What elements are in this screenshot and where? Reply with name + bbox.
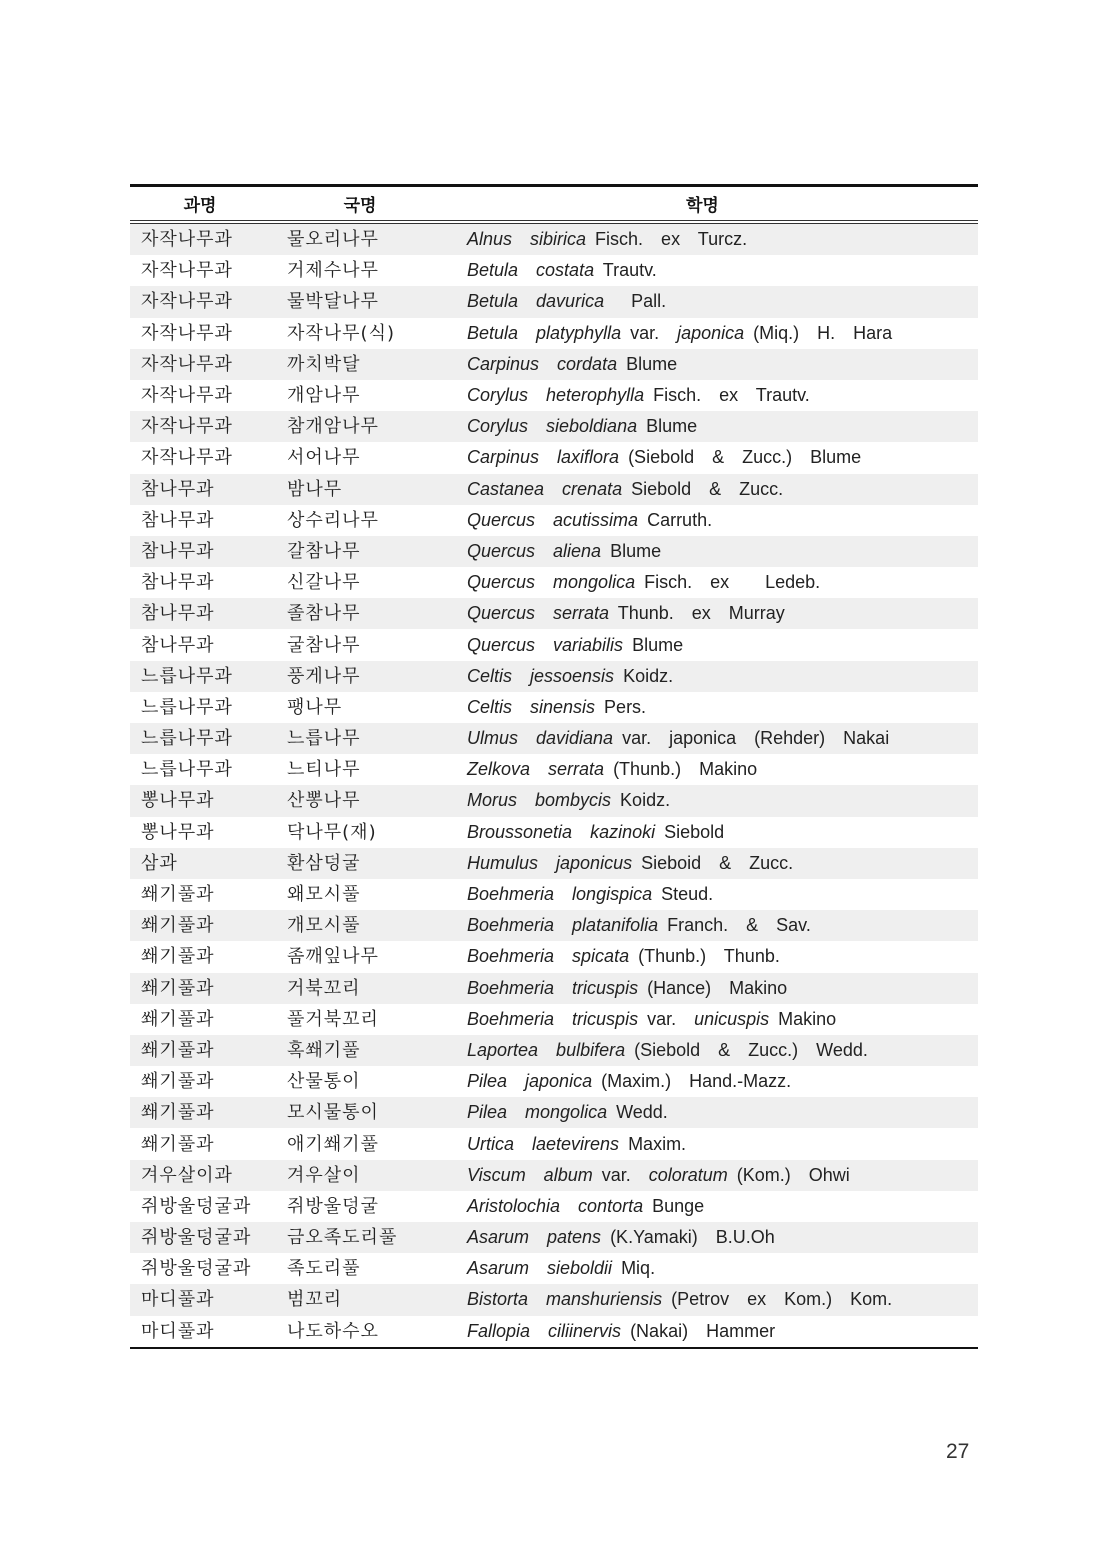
table-row — [130, 474, 978, 505]
table-row — [130, 222, 978, 255]
scientific-name-author: var. — [638, 1008, 695, 1029]
family-cell: 쥐방울덩굴과 — [130, 1222, 270, 1253]
header-scientific-name: 학명 — [450, 186, 978, 223]
korean-name-cell: 느티나무 — [287, 759, 361, 781]
scientific-name-author: Carruth. — [638, 509, 713, 530]
scientific-name-cell — [450, 1128, 978, 1159]
korean-name-cell: 풍게나무 — [270, 661, 450, 692]
scientific-name-author: Fisch. ex Turcz. — [586, 229, 748, 250]
scientific-name-cell — [450, 941, 978, 972]
korean-name-cell: 범꼬리 — [270, 1284, 450, 1315]
scientific-name-cell — [450, 692, 978, 723]
table-row — [130, 941, 978, 972]
family-cell: 참나무과 — [141, 572, 215, 594]
korean-name-cell: 모시물통이 — [270, 1097, 450, 1128]
table-row — [130, 505, 978, 536]
table-row — [130, 411, 978, 442]
table-row — [130, 1222, 978, 1253]
scientific-name-cell — [450, 567, 978, 598]
scientific-name-author: (Thunb.) Makino — [604, 759, 758, 780]
family-cell: 쥐방울덩굴과 — [141, 1195, 252, 1217]
scientific-name-italic: Betula costata — [467, 260, 595, 281]
table-row — [130, 1128, 978, 1159]
scientific-name-italic: Corylus heterophylla — [467, 385, 645, 406]
scientific-name-author: Sieboid & Zucc. — [632, 852, 794, 873]
scientific-name-italic: Celtis jessoensis — [467, 665, 615, 686]
scientific-name-author: (K.Yamaki) B.U.Oh — [601, 1227, 775, 1248]
scientific-name-cell — [450, 1253, 978, 1284]
scientific-name-cell — [450, 411, 978, 442]
scientific-name-italic: Boehmeria platanifolia — [467, 915, 659, 936]
table-row — [130, 1253, 978, 1284]
table-row — [130, 629, 978, 660]
scientific-name-author: var. — [621, 322, 678, 343]
korean-name-cell: 개암나무 — [287, 385, 361, 407]
scientific-name-cell — [450, 1160, 978, 1191]
korean-name-cell: 자작나무(식) — [287, 322, 395, 344]
scientific-name-author: Blume — [623, 634, 684, 655]
family-cell: 참나무과 — [130, 598, 270, 629]
scientific-name-author: Thunb. ex Murray — [609, 603, 785, 624]
korean-name-cell: 왜모시풀 — [287, 884, 361, 906]
family-cell: 자작나무과 — [141, 322, 233, 344]
scientific-name-italic: Quercus mongolica — [467, 572, 636, 593]
family-cell: 쐐기풀과 — [130, 1097, 270, 1128]
scientific-name-italic: Pilea mongolica — [467, 1102, 608, 1123]
table-row — [130, 910, 978, 941]
scientific-name-cell — [450, 1004, 978, 1035]
table-header — [130, 186, 978, 223]
korean-name-cell: 갈참나무 — [270, 536, 450, 567]
scientific-name-cell — [450, 318, 978, 349]
scientific-name-cell — [450, 536, 978, 567]
table-row — [130, 848, 978, 879]
family-cell: 느릅나무과 — [130, 723, 270, 754]
korean-name-cell: 밤나무 — [270, 474, 450, 505]
scientific-name-author: (Hance) Makino — [638, 977, 788, 998]
korean-name-cell: 거제수나무 — [287, 260, 379, 282]
scientific-name-cell — [450, 754, 978, 785]
family-cell: 자작나무과 — [141, 260, 233, 282]
scientific-name-cell — [450, 817, 978, 848]
scientific-name-author: Miq. — [612, 1258, 656, 1279]
family-cell: 겨우살이과 — [130, 1160, 270, 1191]
family-cell: 뽕나무과 — [141, 821, 215, 843]
scientific-name-italic: Urtica laetevirens — [467, 1133, 620, 1154]
korean-name-cell: 풀거북꼬리 — [287, 1008, 379, 1030]
scientific-name-italic: Quercus serrata — [467, 603, 610, 624]
scientific-name-italic: Morus bombycis — [467, 790, 612, 811]
scientific-name-author: Koidz. — [611, 790, 671, 811]
table-row — [130, 1191, 978, 1222]
scientific-name-author: Siebold & Zucc. — [622, 478, 784, 499]
scientific-name-author: (Nakai) Hammer — [621, 1320, 776, 1341]
family-cell: 자작나무과 — [130, 222, 270, 255]
korean-name-cell: 혹쐐기풀 — [270, 1035, 450, 1066]
korean-name-cell: 거북꼬리 — [270, 973, 450, 1004]
table-row — [130, 536, 978, 567]
table-row — [130, 1284, 978, 1315]
scientific-name-author: Fisch. ex Ledeb. — [635, 572, 821, 593]
scientific-name-cell — [450, 1191, 978, 1222]
scientific-name-cell — [450, 1066, 978, 1097]
table-row — [130, 785, 978, 816]
scientific-name-author: (Kom.) Ohwi — [727, 1164, 850, 1185]
scientific-name-cell — [450, 785, 978, 816]
scientific-name-cell — [450, 629, 978, 660]
scientific-name-italic: unicuspis — [694, 1008, 770, 1029]
scientific-name-author: Koidz. — [614, 665, 674, 686]
scientific-name-author: Blume — [601, 540, 662, 561]
korean-name-cell: 산물통이 — [287, 1071, 361, 1093]
family-cell: 참나무과 — [141, 509, 215, 531]
scientific-name-cell — [450, 349, 978, 380]
scientific-name-cell — [450, 1316, 978, 1348]
scientific-name-author: (Maxim.) Hand.-Mazz. — [592, 1071, 792, 1092]
scientific-name-cell — [450, 1035, 978, 1066]
family-cell: 자작나무과 — [130, 286, 270, 317]
scientific-name-cell — [450, 474, 978, 505]
scientific-name-author: Blume — [617, 353, 678, 374]
scientific-name-italic: Broussonetia kazinoki — [467, 821, 656, 842]
scientific-name-author: Fisch. ex Trautv. — [644, 385, 810, 406]
header-row — [130, 186, 978, 223]
korean-name-cell: 개모시풀 — [270, 910, 450, 941]
family-cell: 느릅나무과 — [141, 696, 233, 718]
scientific-name-cell — [450, 222, 978, 255]
scientific-name-cell — [450, 505, 978, 536]
family-cell: 쐐기풀과 — [130, 1035, 270, 1066]
scientific-name-italic: Alnus sibirica — [467, 229, 587, 250]
family-cell: 쐐기풀과 — [130, 910, 270, 941]
table-row — [130, 1066, 978, 1097]
scientific-name-cell — [450, 380, 978, 411]
table-row — [130, 817, 978, 848]
scientific-name-author: (Miq.) H. Hara — [744, 322, 893, 343]
scientific-name-author: Bunge — [643, 1195, 705, 1216]
scientific-name-italic: Boehmeria tricuspis — [467, 1008, 639, 1029]
species-table — [130, 184, 978, 1349]
table-row — [130, 255, 978, 286]
scientific-name-italic: Corylus sieboldiana — [467, 416, 638, 437]
scientific-name-italic: Celtis sinensis — [467, 696, 596, 717]
scientific-name-author: (Petrov ex Kom.) Kom. — [662, 1289, 893, 1310]
table-row — [130, 879, 978, 910]
table-row — [130, 1097, 978, 1128]
scientific-name-author: (Siebold & Zucc.) Blume — [619, 447, 862, 468]
korean-name-cell: 나도하수오 — [287, 1320, 379, 1342]
scientific-name-italic: japonica — [677, 322, 745, 343]
page-number: 27 — [946, 1440, 970, 1463]
table-row — [130, 692, 978, 723]
scientific-name-italic: Aristolochia contorta — [467, 1195, 644, 1216]
scientific-name-cell — [450, 1284, 978, 1315]
korean-name-cell: 굴참나무 — [287, 634, 361, 656]
korean-name-cell: 팽나무 — [287, 696, 343, 718]
korean-name-cell: 참개암나무 — [270, 411, 450, 442]
table-body — [130, 222, 978, 1348]
scientific-name-cell — [450, 879, 978, 910]
korean-name-cell: 족도리풀 — [287, 1258, 361, 1280]
table-row — [130, 318, 978, 349]
scientific-name-author: Blume — [637, 416, 698, 437]
scientific-name-cell — [450, 848, 978, 879]
korean-name-cell: 졸참나무 — [270, 598, 450, 629]
table-row — [130, 1004, 978, 1035]
scientific-name-cell — [450, 286, 978, 317]
table-row — [130, 598, 978, 629]
table-row — [130, 723, 978, 754]
scientific-name-cell — [450, 598, 978, 629]
family-cell: 쥐방울덩굴과 — [141, 1258, 252, 1280]
table-row — [130, 661, 978, 692]
family-cell: 쐐기풀과 — [141, 1133, 215, 1155]
table-row — [130, 442, 978, 473]
scientific-name-author: (Thunb.) Thunb. — [629, 946, 780, 967]
scientific-name-italic: Humulus japonicus — [467, 852, 633, 873]
family-cell: 참나무과 — [130, 474, 270, 505]
scientific-name-author: Maxim. — [619, 1133, 687, 1154]
header-family: 과명 — [130, 186, 270, 223]
family-cell: 쐐기풀과 — [141, 884, 215, 906]
korean-name-cell: 쥐방울덩굴 — [287, 1195, 379, 1217]
scientific-name-cell — [450, 910, 978, 941]
korean-name-cell: 신갈나무 — [287, 572, 361, 594]
table-row — [130, 286, 978, 317]
header-korean-name: 국명 — [270, 186, 450, 223]
scientific-name-italic: Boehmeria tricuspis — [467, 977, 639, 998]
family-cell: 마디풀과 — [130, 1284, 270, 1315]
scientific-name-italic: Zelkova serrata — [467, 759, 605, 780]
scientific-name-author: Makino — [769, 1008, 837, 1029]
scientific-name-cell — [450, 442, 978, 473]
table-row — [130, 754, 978, 785]
scientific-name-author: Pall. — [604, 291, 667, 312]
scientific-name-italic: Quercus aliena — [467, 540, 602, 561]
korean-name-cell: 상수리나무 — [287, 509, 379, 531]
korean-name-cell: 물오리나무 — [270, 222, 450, 255]
scientific-name-italic: Castanea crenata — [467, 478, 623, 499]
family-cell: 마디풀과 — [141, 1320, 215, 1342]
korean-name-cell: 느릅나무 — [270, 723, 450, 754]
scientific-name-italic: Pilea japonica — [467, 1071, 593, 1092]
scientific-name-author: var. — [592, 1164, 649, 1185]
scientific-name-italic: Bistorta manshuriensis — [467, 1289, 663, 1310]
table-row — [130, 973, 978, 1004]
scientific-name-cell — [450, 661, 978, 692]
table-row — [130, 1316, 978, 1348]
scientific-name-italic: Carpinus cordata — [467, 353, 618, 374]
scientific-name-italic: Ulmus davidiana — [467, 728, 614, 749]
family-cell: 느릅나무과 — [130, 661, 270, 692]
table-row — [130, 380, 978, 411]
scientific-name-author: Wedd. — [607, 1102, 668, 1123]
scientific-name-author: Pers. — [595, 696, 647, 717]
scientific-name-italic: Carpinus laxiflora — [467, 447, 620, 468]
korean-name-cell: 금오족도리풀 — [270, 1222, 450, 1253]
scientific-name-cell — [450, 973, 978, 1004]
table-row — [130, 1035, 978, 1066]
scientific-name-cell — [450, 1097, 978, 1128]
scientific-name-author: var. japonica (Rehder) Nakai — [613, 728, 890, 749]
korean-name-cell: 서어나무 — [287, 447, 361, 469]
korean-name-cell: 좀깨잎나무 — [287, 946, 379, 968]
korean-name-cell: 산뽕나무 — [270, 785, 450, 816]
scientific-name-italic: Asarum sieboldii — [467, 1258, 613, 1279]
scientific-name-author: Steud. — [652, 884, 714, 905]
korean-name-cell: 환삼덩굴 — [270, 848, 450, 879]
scientific-name-italic: Fallopia ciliinervis — [467, 1320, 622, 1341]
family-cell: 삼과 — [130, 848, 270, 879]
family-cell: 자작나무과 — [141, 447, 233, 469]
family-cell: 자작나무과 — [130, 349, 270, 380]
scientific-name-cell — [450, 723, 978, 754]
family-cell: 쐐기풀과 — [130, 973, 270, 1004]
korean-name-cell: 닥나무(재) — [287, 821, 377, 843]
family-cell: 쐐기풀과 — [141, 946, 215, 968]
scientific-name-italic: Betula davurica — [467, 291, 605, 312]
family-cell: 참나무과 — [141, 634, 215, 656]
table-row — [130, 1160, 978, 1191]
scientific-name-author: Trautv. — [594, 260, 657, 281]
scientific-name-italic: coloratum — [648, 1164, 728, 1185]
table-row — [130, 567, 978, 598]
family-cell: 쐐기풀과 — [141, 1008, 215, 1030]
scientific-name-author: Franch. & Sav. — [658, 915, 811, 936]
scientific-name-cell — [450, 255, 978, 286]
family-cell: 자작나무과 — [130, 411, 270, 442]
family-cell: 자작나무과 — [141, 385, 233, 407]
korean-name-cell: 애기쐐기풀 — [287, 1133, 379, 1155]
scientific-name-italic: Viscum album — [467, 1164, 593, 1185]
korean-name-cell: 물박달나무 — [270, 286, 450, 317]
scientific-name-italic: Quercus variabilis — [467, 634, 624, 655]
korean-name-cell: 까치박달 — [270, 349, 450, 380]
family-cell: 뽕나무과 — [130, 785, 270, 816]
scientific-name-italic: Asarum patens — [467, 1227, 602, 1248]
family-cell: 참나무과 — [130, 536, 270, 567]
scientific-name-italic: Betula platyphylla — [467, 322, 622, 343]
scientific-name-italic: Laportea bulbifera — [467, 1039, 626, 1060]
table-row — [130, 349, 978, 380]
scientific-name-author: (Siebold & Zucc.) Wedd. — [625, 1039, 868, 1060]
korean-name-cell: 겨우살이 — [270, 1160, 450, 1191]
scientific-name-italic: Quercus acutissima — [467, 509, 639, 530]
scientific-name-cell — [450, 1222, 978, 1253]
scientific-name-italic: Boehmeria spicata — [467, 946, 630, 967]
scientific-name-italic: Boehmeria longispica — [467, 884, 653, 905]
family-cell: 쐐기풀과 — [141, 1071, 215, 1093]
scientific-name-author: Siebold — [655, 821, 725, 842]
family-cell: 느릅나무과 — [141, 759, 233, 781]
